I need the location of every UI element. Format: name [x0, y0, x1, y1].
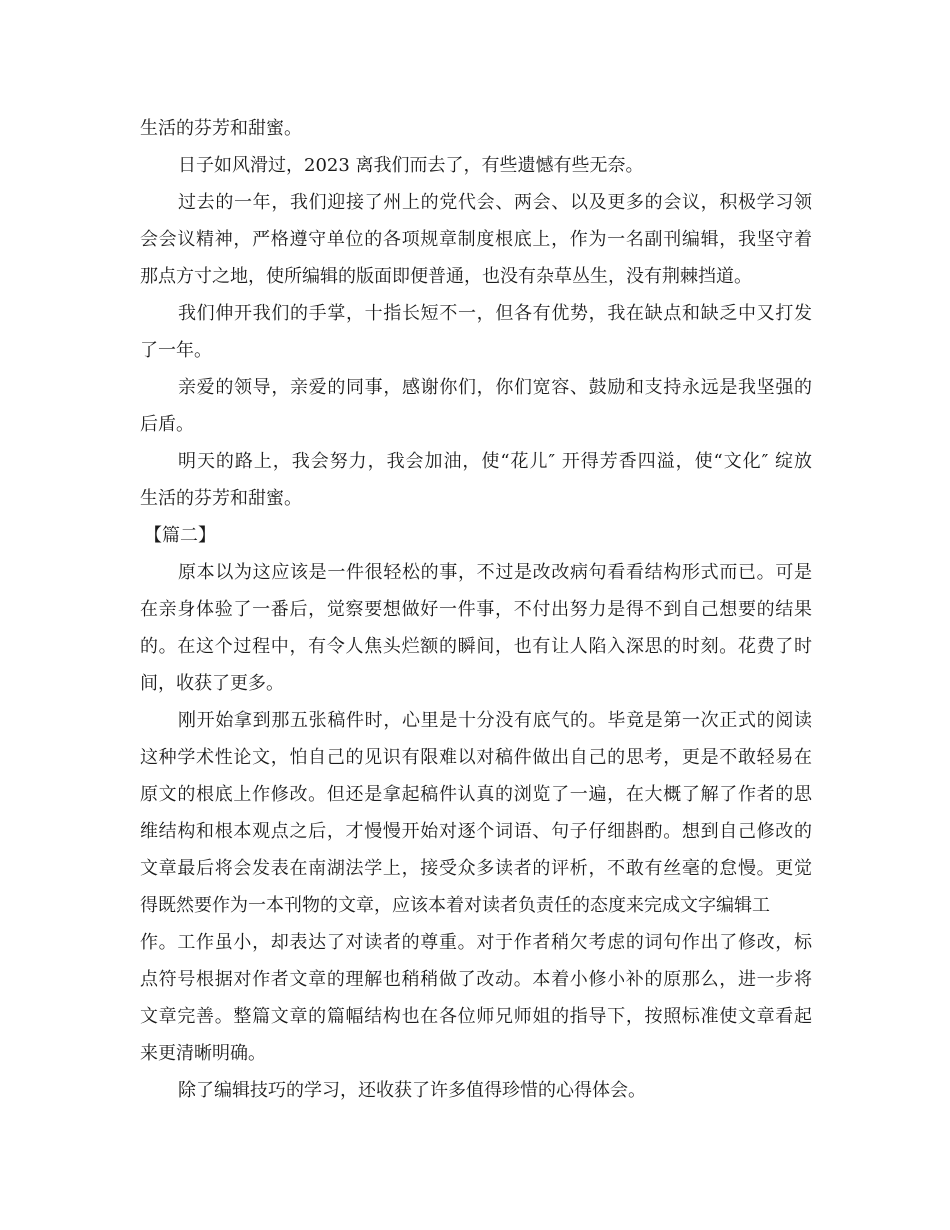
- text-line: 这种学术性论文，怕自己的见识有限难以对稿件做出自己的思考，更是不敢轻易在: [140, 747, 812, 768]
- text-line: 原文的根底上作修改。但还是拿起稿件认真的浏览了一遍，在大概了解了作者的思: [140, 784, 812, 805]
- text-line: 明天的路上，我会努力，我会加油，使“花儿″ 开得芳香四溢，使“文化″ 绽放: [178, 451, 812, 472]
- text-line: 文章完善。整篇文章的篇幅结构也在各位师兄师姐的指导下，按照标准使文章看起: [140, 1006, 812, 1027]
- text-line: 得既然要作为一本刊物的文章，应该本着对读者负责任的态度来完成文字编辑工: [140, 895, 770, 916]
- text-line: 来更清晰明确。: [140, 1043, 266, 1064]
- text-line: 作。工作虽小，却表达了对读者的尊重。对于作者稍欠考虑的词句作出了修改，标: [140, 932, 812, 953]
- section-heading: 【篇二】: [144, 525, 216, 546]
- text-line: 过去的一年，我们迎接了州上的党代会、两会、以及更多的会议，积极学习领: [178, 192, 812, 213]
- text-line: 了一年。: [140, 340, 212, 361]
- text-line: 日子如风滑过，2023 离我们而去了，有些遗憾有些无奈。: [178, 155, 644, 176]
- text-line: 亲爱的领导，亲爱的同事，感谢你们，你们宽容、鼓励和支持永远是我坚强的: [178, 377, 812, 398]
- text-line: 生活的芬芳和甜蜜。: [140, 488, 302, 509]
- text-line: 间，收获了更多。: [140, 673, 284, 694]
- text-line: 后盾。: [140, 414, 194, 435]
- text-line: 生活的芬芳和甜蜜。: [140, 118, 302, 139]
- text-line: 除了编辑技巧的学习，还收获了许多值得珍惜的心得体会。: [178, 1080, 646, 1101]
- text-line: 点符号根据对作者文章的理解也稍稍做了改动。本着小修小补的原那么，进一步将: [140, 969, 812, 990]
- text-line: 的。在这个过程中，有令人焦头烂额的瞬间，也有让人陷入深思的时刻。花费了时: [140, 636, 812, 657]
- document-page: [140, 110, 812, 1109]
- text-line: 原本以为这应该是一件很轻松的事，不过是改改病句看看结构形式而已。可是: [178, 562, 812, 583]
- text-line: 我们伸开我们的手掌，十指长短不一，但各有优势，我在缺点和缺乏中又打发: [178, 303, 812, 324]
- text-line: 刚开始拿到那五张稿件时，心里是十分没有底气的。毕竟是第一次正式的阅读: [178, 710, 812, 731]
- text-line: 在亲身体验了一番后，觉察要想做好一件事，不付出努力是得不到自己想要的结果: [140, 599, 812, 620]
- text-line: 会会议精神，严格遵守单位的各项规章制度根底上，作为一名副刊编辑，我坚守着: [140, 229, 812, 250]
- text-line: 文章最后将会发表在南湖法学上，接受众多读者的评析，不敢有丝毫的怠慢。更觉: [140, 858, 812, 879]
- text-line: 维结构和根本观点之后，才慢慢开始对逐个词语、句子仔细斟酌。想到自己修改的: [140, 821, 812, 842]
- text-line: 那点方寸之地，使所编辑的版面即便普通，也没有杂草丛生，没有荆棘挡道。: [140, 266, 752, 287]
